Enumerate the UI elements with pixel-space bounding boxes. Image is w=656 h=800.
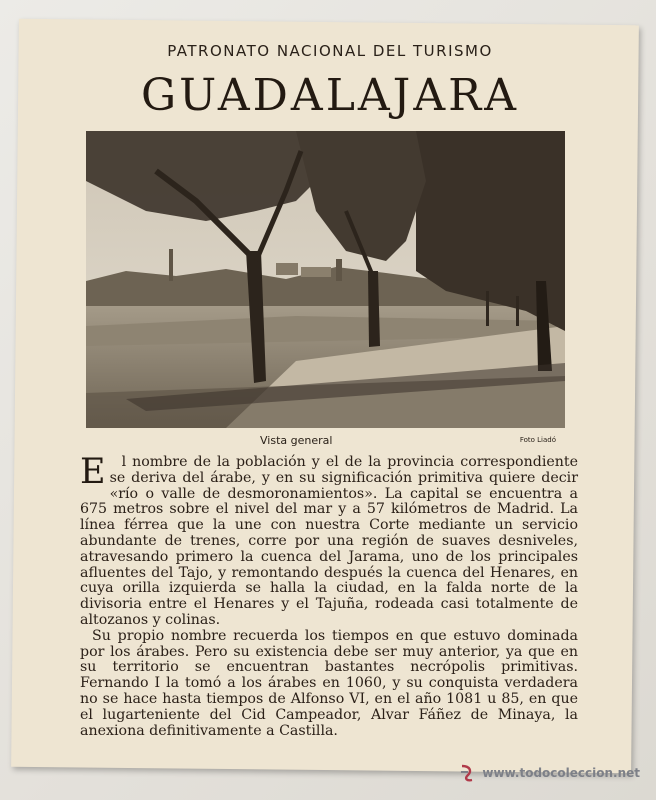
- paragraph-2: Su propio nombre recuerda los tiempos en que estuvo dominada por los árabes. Pero su existencia debe ser muy anterior, ya que en su territorio se encuentran bastantes necrópolis primitivas. Fernando I la tomó a los árabes en 1060, y su conquista verdadera no se hace hasta tiempos de Alfonso VI, en el año 1081 u 85, en que el lugarteniente del Cid Campeador, Alvar Fáñez de Minaya, la anexiona definitivamente a Castilla.: [80, 627, 578, 739]
- photo-credit: Foto Liadó: [519, 436, 556, 444]
- landscape-photo: [86, 131, 565, 428]
- header-organization: PATRONATO NACIONAL DEL TURISMO: [167, 42, 493, 60]
- body-text: [80, 452, 578, 739]
- paragraph-1-text: l nombre de la población y el de la provincia correspondiente se deriva del árabe, y en su significación primitiva quiere decir «río o valle de desmoronamientos». La capital se encuentra a 675 metros sobre el nivel del mar y a 57 kilómetros de Madrid. La línea férrea que la une con nuestra Corte mediante un servicio abundante de trenes, corre por una región de suaves desniveles, atravesando primero la cuenca del Jarama, uno de los principales afluentes del Tajo, y remontando después la cuenca del Henares, en cuya orilla izquierda se halla la ciudad, en la falda norte de la divisoria entre el Henares y el Tajuña, rodeada casi totalmente de altozanos y colinas.: [80, 454, 578, 628]
- photo-caption-row: [90, 434, 560, 450]
- page-title: GUADALAJARA: [140, 70, 520, 121]
- drop-cap: E: [80, 452, 106, 492]
- landscape-photo-illustration: [86, 131, 565, 428]
- watermark-text: www.todocoleccion.net: [482, 766, 640, 780]
- paragraph-1: [80, 452, 578, 629]
- todocoleccion-logo-icon: [458, 763, 478, 783]
- photo-caption: Vista general: [260, 434, 333, 447]
- watermark: [458, 762, 640, 784]
